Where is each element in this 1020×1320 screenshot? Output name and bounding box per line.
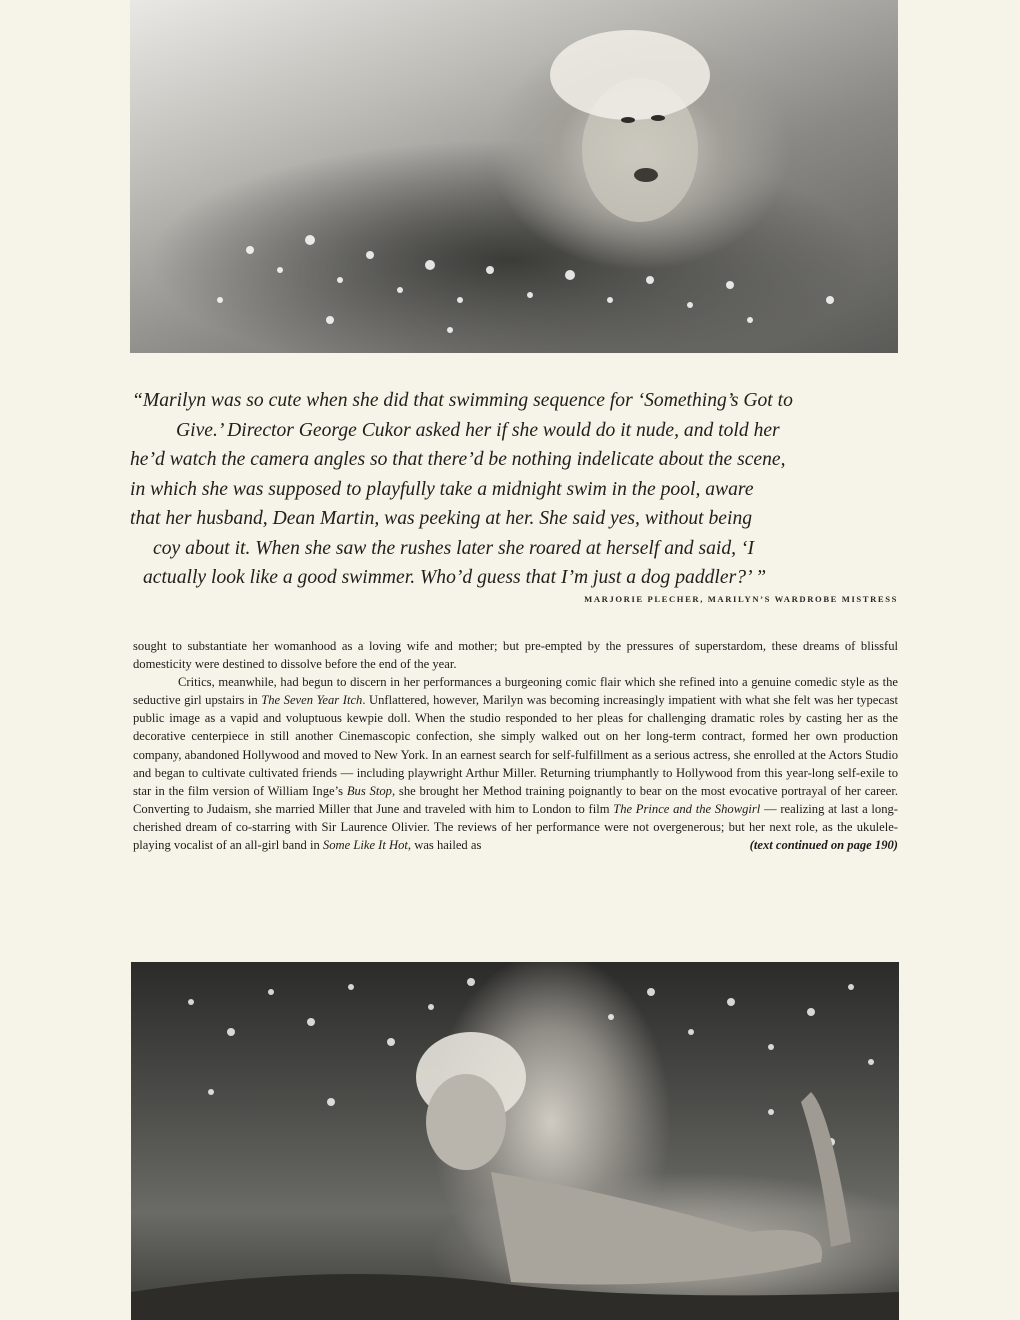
water-sparkles-bottom xyxy=(131,962,899,1320)
water-sparkles-top xyxy=(130,0,898,353)
text-run: , was hailed as xyxy=(407,838,482,853)
pull-quote xyxy=(128,386,898,593)
film-title: Some Like It Hot xyxy=(322,838,408,853)
continued-note: (text continued on page 190) xyxy=(749,838,898,853)
article-body xyxy=(133,637,898,854)
quote-attribution: MARJORIE PLECHER, MARILYN’S WARDROBE MISTRESS xyxy=(584,594,898,604)
photo-poolside-bottom xyxy=(131,962,899,1320)
paragraph xyxy=(133,673,898,854)
quote-line: Give.’ Director George Cukor asked her if she would do it nude, and told her xyxy=(176,419,780,441)
film-title: The Prince and the Showgirl xyxy=(613,801,761,816)
film-title: Bus Stop xyxy=(346,783,392,798)
quote-line: that her husband, Dean Martin, was peeking at her. She said yes, without being xyxy=(130,508,753,529)
quote-line: “Marilyn was so cute when she did that swimming sequence for ‘Something’s Got to xyxy=(132,390,793,411)
photo-swimming-pool-top xyxy=(130,0,898,353)
text-run: Critics, meanwhile, had begun to discern in her performances a burgeoning comic flair which she refined into a genuine comedic style as the seductive girl upstairs in xyxy=(133,675,898,708)
quote-line: actually look like a good swimmer. Who’d guess that I’m just a dog paddler?’ ” xyxy=(143,567,767,588)
quote-line: he’d watch the camera angles so that there’d be nothing indelicate about the scene, xyxy=(130,449,786,470)
paragraph: sought to substantiate her womanhood as a loving wife and mother; but pre-empted by the pressures of superstardom, these dreams of blissful domesticity were destined to dissolve before the end of the year. xyxy=(133,639,898,672)
film-title: The Seven Year Itch xyxy=(261,693,363,708)
quote-line: in which she was supposed to playfully take a midnight swim in the pool, aware xyxy=(130,478,754,500)
text-run: . Unflattered, however, Marilyn was becoming increasingly impatient with what she felt was her typecast public image as a vapid and voluptuous kewpie doll. When the studio responded to her pleas for challenging dramatic roles by casting her as the decorative centerpiece in still another Cinemascopic confection, she simply walked out on her long-term contract, formed her own production company, abandoned Hollywood and moved to New York. In an earnest search for self-fulfillment as a serious actress, she enrolled at the Actors Studio and began to cultivate cultivated friends — including playwright Arthur Miller. Returning triumphantly to Hollywood from this year-long self-exile to star in the film version of William Inge’s xyxy=(133,693,898,798)
text-run: , she brought her Method training poignantly to bear on the most evocative portrayal of her career. Converting to Judaism, she married Miller that June and traveled with him to London to film xyxy=(133,783,898,816)
quote-line: coy about it. When she saw the rushes later she roared at herself and said, ‘I xyxy=(153,537,754,559)
text-run: — realizing at last a long-cherished dream of co-starring with Sir Laurence Olivier. The reviews of her performance were not overgenerous; but her next role, as the ukulele-playing vocalist of an all-girl band in xyxy=(133,801,898,853)
